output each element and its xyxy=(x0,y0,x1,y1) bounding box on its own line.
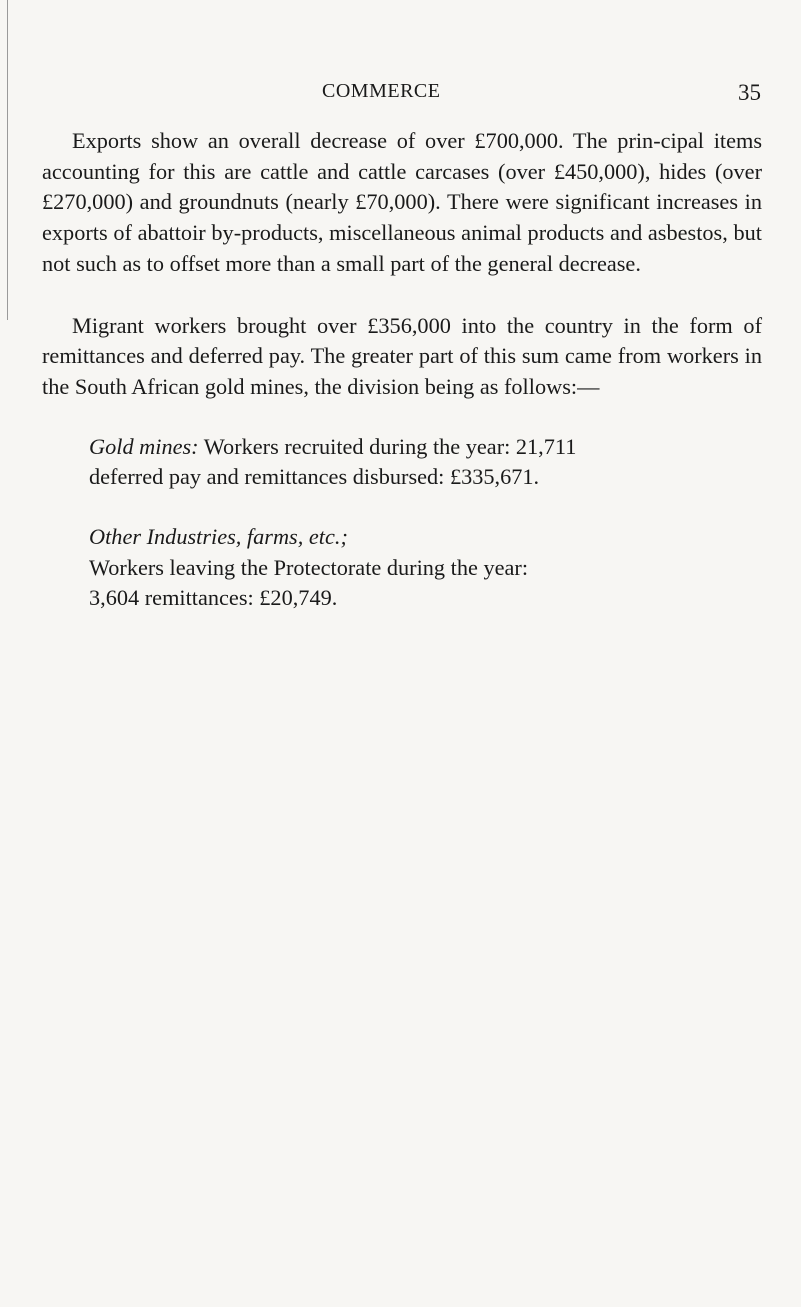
migrant-workers-paragraph: Migrant workers brought over £356,000 into the country in the form of remittances and deferred pay. The greater part of this sum came from workers in the South African gold mines, the division being as follows:— xyxy=(42,312,762,399)
gold-mines-entry xyxy=(42,432,762,493)
other-industries-line-label xyxy=(89,522,762,553)
page-number: 35 xyxy=(738,80,761,105)
page-edge-line xyxy=(7,0,8,320)
page-header xyxy=(0,80,801,110)
other-industries-line-2: 3,604 remittances: £20,749. xyxy=(89,585,338,611)
exports-paragraph: Exports show an overall decrease of over £700,000. The prin-cipal items accounting for this are cattle and cattle carcases (over £450,000), hides (over £270,000) and groundnuts (nearly £70,000). There were significant increases in exports of abattoir by-products, miscellaneous animal products and asbestos, but not such as to offset more than a small part of the general decrease. xyxy=(42,128,762,276)
gold-mines-recruited: Workers recruited during the year: 21,711 xyxy=(198,433,577,459)
gold-mines-line-1 xyxy=(89,432,762,463)
running-head: COMMERCE xyxy=(322,80,441,102)
page-body xyxy=(42,126,762,614)
other-industries-label: Other Industries, farms, etc.; xyxy=(89,524,348,550)
gold-mines-label: Gold mines: xyxy=(89,433,199,459)
gold-mines-line-2: deferred pay and remittances disbursed: £335,671. xyxy=(89,464,540,490)
other-industries-line-1: Workers leaving the Protectorate during the year: xyxy=(89,554,529,580)
other-industries-entry xyxy=(42,522,762,614)
